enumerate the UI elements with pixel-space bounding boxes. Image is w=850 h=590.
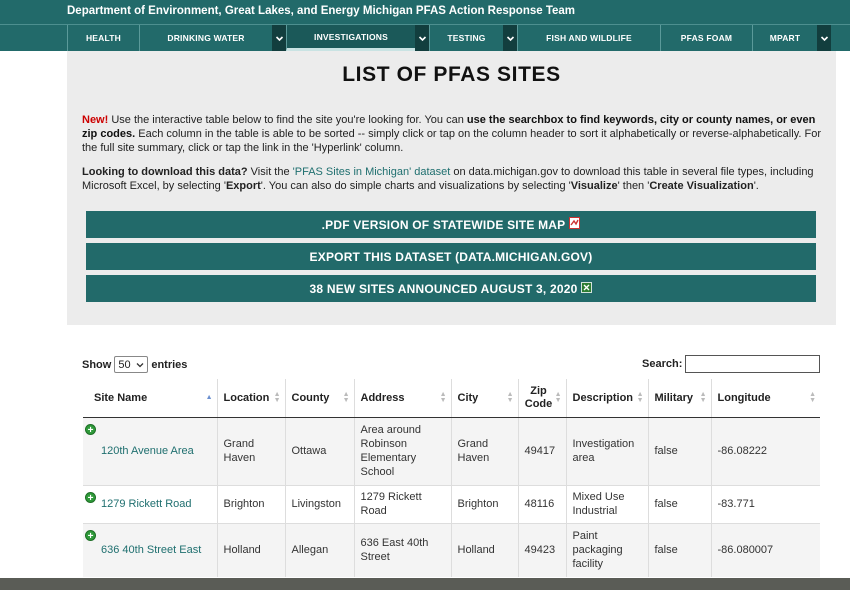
cell-address: 1279 Rickett Road <box>354 485 451 523</box>
cell-longitude: -83.771 <box>711 485 820 523</box>
new-sites-button[interactable]: 38 NEW SITES ANNOUNCED AUGUST 3, 2020 <box>86 275 816 302</box>
sort-icon: ▲ ▼ <box>636 390 644 404</box>
sort-asc-icon: ▲ <box>205 393 213 401</box>
nav-item-pfas-foam[interactable]: PFAS FOAM <box>660 25 752 51</box>
table-row[interactable] <box>83 523 820 577</box>
table-body <box>83 417 820 577</box>
cell-city: Grand Haven <box>451 417 518 485</box>
sort-icon: ▲ ▼ <box>273 390 281 404</box>
cell-location: Holland <box>217 523 285 577</box>
page-title: LIST OF PFAS SITES <box>342 63 561 86</box>
nav-item-drinking-water[interactable]: DRINKING WATER <box>139 25 286 51</box>
column-header-zip-code[interactable]: Zip Code ▲ ▼ <box>518 379 566 417</box>
column-header-city[interactable]: City ▲ ▼ <box>451 379 518 417</box>
cell-military: false <box>648 417 711 485</box>
column-header-military[interactable]: Military ▲ ▼ <box>648 379 711 417</box>
footer-bar <box>0 578 850 590</box>
sort-icon: ▲ ▼ <box>506 390 514 404</box>
cell-county: Allegan <box>285 523 354 577</box>
site-name-link[interactable]: + 120th Avenue Area <box>83 417 217 485</box>
nav-item-investigations[interactable]: INVESTIGATIONS <box>286 25 429 51</box>
site-name-link[interactable]: + 636 40th Street East <box>83 523 217 577</box>
intro-text: New! Use the interactive table below to find the site you're looking for. You can use the searchbox to find keywords, city or county names, or even zip codes. Each column in the table is able to be sorted -- simply click or tap on the column header to sort it alphabetically or reverse-alphabetically. For the full site summary, click or tap the link in the 'Hyperlink' column. <box>82 114 821 154</box>
sort-icon: ▲ ▼ <box>699 390 707 404</box>
cell-county: Livingston <box>285 485 354 523</box>
column-header-location[interactable]: Location ▲ ▼ <box>217 379 285 417</box>
cell-zip: 49417 <box>518 417 566 485</box>
sort-icon: ▲ ▼ <box>554 390 562 404</box>
excel-icon <box>581 282 592 296</box>
column-header-longitude[interactable]: Longitude ▲ ▼ <box>711 379 820 417</box>
intro-panel <box>67 51 836 325</box>
cell-description: Investigation area <box>566 417 648 485</box>
expand-row-icon[interactable]: + <box>85 424 96 435</box>
sort-icon: ▲ ▼ <box>439 390 447 404</box>
cell-city: Holland <box>451 523 518 577</box>
expand-row-icon[interactable]: + <box>85 492 96 503</box>
entries-control: Show 50 entries <box>82 356 187 373</box>
search-input[interactable] <box>685 355 820 373</box>
nav-item-testing[interactable]: TESTING <box>429 25 517 51</box>
cell-zip: 48116 <box>518 485 566 523</box>
pdf-icon <box>569 217 580 232</box>
pdf-map-button[interactable]: .PDF VERSION OF STATEWIDE SITE MAP <box>86 211 816 238</box>
cell-location: Brighton <box>217 485 285 523</box>
chevron-down-icon <box>136 361 144 369</box>
table-row[interactable] <box>83 417 820 485</box>
sort-icon: ▲ ▼ <box>809 390 816 404</box>
cell-military: false <box>648 485 711 523</box>
column-header-county[interactable]: County ▲ ▼ <box>285 379 354 417</box>
cell-description: Mixed Use Industrial <box>566 485 648 523</box>
cell-zip: 49423 <box>518 523 566 577</box>
cell-longitude: -86.08222 <box>711 417 820 485</box>
search-label: Search: <box>642 358 683 370</box>
nav-item-fish-and-wildlife[interactable]: FISH AND WILDLIFE <box>517 25 660 51</box>
sort-icon: ▲ ▼ <box>342 390 350 404</box>
chevron-down-icon[interactable] <box>272 25 286 51</box>
site-name-link[interactable]: + 1279 Rickett Road <box>83 485 217 523</box>
column-header-description[interactable]: Description ▲ ▼ <box>566 379 648 417</box>
table-row[interactable] <box>83 485 820 523</box>
column-header-address[interactable]: Address ▲ ▼ <box>354 379 451 417</box>
main-nav <box>0 24 850 51</box>
download-text: Looking to download this data? Visit the 'PFAS Sites in Michigan' dataset on data.michigan.gov to download this table in several file types, including Microsoft Excel, by selecting 'Export'. You can also do simple charts and visualizations by selecting 'Visualize' then 'Create Visualization'. <box>82 166 814 192</box>
chevron-down-icon[interactable] <box>817 25 831 51</box>
site-header-title[interactable]: Department of Environment, Great Lakes, and Energy Michigan PFAS Action Response Team <box>0 0 850 24</box>
pfas-sites-table <box>83 379 820 577</box>
chevron-down-icon[interactable] <box>415 25 429 51</box>
nav-item-health[interactable]: HEALTH <box>67 25 139 51</box>
column-header-site-name[interactable]: Site Name ▲ <box>83 379 217 417</box>
cell-military: false <box>648 523 711 577</box>
cell-longitude: -86.080007 <box>711 523 820 577</box>
table-header-row <box>83 379 820 417</box>
cell-description: Paint packaging facility <box>566 523 648 577</box>
export-dataset-button[interactable]: EXPORT THIS DATASET (DATA.MICHIGAN.GOV) <box>86 243 816 270</box>
nav-items <box>67 25 831 51</box>
cell-city: Brighton <box>451 485 518 523</box>
entries-select[interactable]: 50 <box>114 356 148 373</box>
nav-item-mpart[interactable]: MPART <box>752 25 831 51</box>
chevron-down-icon[interactable] <box>503 25 517 51</box>
cell-county: Ottawa <box>285 417 354 485</box>
dataset-link[interactable]: 'PFAS Sites in Michigan' dataset <box>292 166 451 178</box>
new-label: New! <box>82 114 109 126</box>
expand-row-icon[interactable]: + <box>85 530 96 541</box>
cell-location: Grand Haven <box>217 417 285 485</box>
cell-address: Area around Robinson Elementary School <box>354 417 451 485</box>
cell-address: 636 East 40th Street <box>354 523 451 577</box>
